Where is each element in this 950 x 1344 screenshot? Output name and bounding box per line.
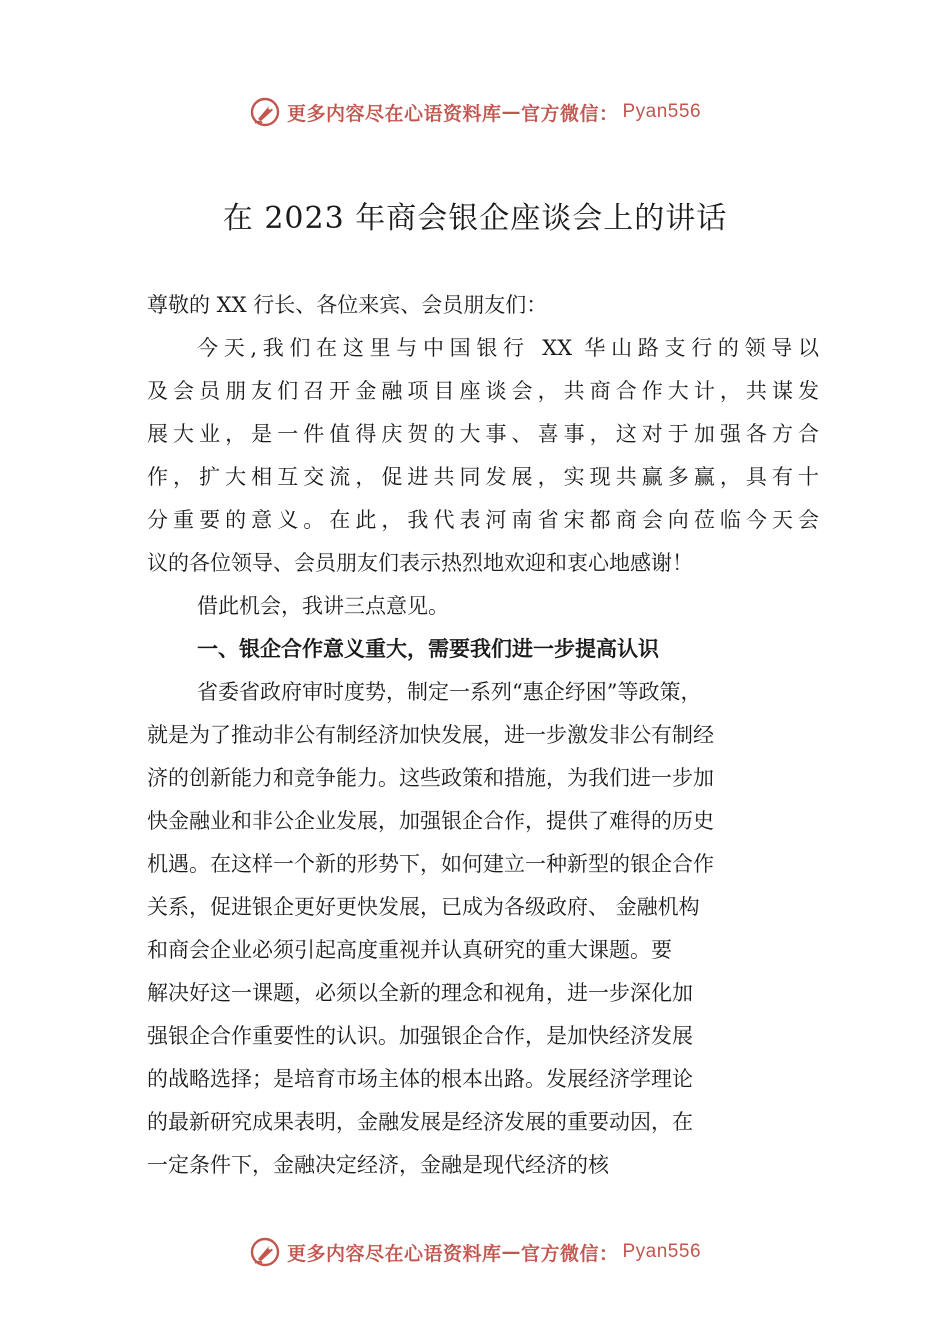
watermark-text: 更多内容尽在心语资料库 bbox=[286, 1242, 502, 1265]
body-text-line: 一定条件下，金融决定经济，金融是现代经济的核 bbox=[147, 1153, 609, 1177]
body-text-line: 尊敬的 XX 行长、各位来宾、会员朋友们： bbox=[147, 293, 548, 317]
watermark-text: 更多内容尽在心语资料库 bbox=[286, 102, 502, 125]
section-heading: 一、银企合作意义重大，需要我们进一步提高认识 bbox=[197, 637, 659, 661]
body-text-line: 解决好这一课题，必须以全新的理念和视角，进一步深化加 bbox=[147, 981, 693, 1005]
watermark-label: 官方微信： bbox=[520, 102, 619, 125]
body-text-line: 今天,我们在这里与中国银行 XX 华山路支行的领导以 bbox=[197, 336, 819, 360]
header-watermark bbox=[0, 96, 950, 128]
body-text-line: 议的各位领导、会员朋友们表示热烈地欢迎和衷心地感谢！ bbox=[147, 551, 693, 575]
body-text-line: 快金融业和非公企业发展，加强银企合作，提供了难得的历史 bbox=[147, 809, 714, 833]
body-text-line: 及会员朋友们召开金融项目座谈会，共商合作大计，共谋发 bbox=[147, 379, 819, 403]
pen-nib-logo-icon bbox=[249, 1236, 281, 1268]
body-text-line: 和商会企业必须引起高度重视并认真研究的重大课题。要 bbox=[147, 938, 672, 962]
body-text-line: 的战略选择；是培育市场主体的根本出路。发展经济学理论 bbox=[147, 1067, 693, 1091]
watermark-label: 官方微信： bbox=[520, 1242, 619, 1265]
watermark-wechat-id: Pyan556 bbox=[622, 101, 702, 122]
document-body bbox=[147, 284, 819, 1187]
watermark-separator: — bbox=[501, 101, 521, 123]
body-text-line: 就是为了推动非公有制经济加快发展，进一步激发非公有制经 bbox=[147, 723, 714, 747]
body-text-line: 强银企合作重要性的认识。加强银企合作，是加快经济发展 bbox=[147, 1024, 693, 1048]
body-text-line: 机遇。在这样一个新的形势下，如何建立一种新型的银企合作 bbox=[147, 852, 714, 876]
watermark-wechat-id: Pyan556 bbox=[622, 1241, 702, 1262]
body-text-line: 展大业，是一件值得庆贺的大事、喜事，这对于加强各方合 bbox=[147, 422, 819, 446]
body-text-line: 借此机会，我讲三点意见。 bbox=[197, 594, 449, 618]
document-title: 在 2023 年商会银企座谈会上的讲话 bbox=[222, 201, 728, 236]
body-text-line: 省委省政府审时度势，制定一系列“惠企纾困”等政策， bbox=[197, 680, 702, 704]
pen-nib-logo-icon bbox=[249, 96, 281, 128]
body-text-line: 分重要的意义。在此，我代表河南省宋都商会向莅临今天会 bbox=[147, 508, 819, 532]
body-text-line: 关系，促进银企更好更快发展，已成为各级政府、 金融机构 bbox=[147, 895, 700, 919]
footer-watermark bbox=[0, 1236, 950, 1268]
body-text-line: 的最新研究成果表明，金融发展是经济发展的重要动因，在 bbox=[147, 1110, 693, 1134]
body-text-line: 济的创新能力和竞争能力。这些政策和措施，为我们进一步加 bbox=[147, 766, 714, 790]
body-text-line: 作，扩大相互交流，促进共同发展，实现共赢多赢，具有十 bbox=[147, 465, 819, 489]
watermark-separator: — bbox=[501, 1241, 521, 1263]
